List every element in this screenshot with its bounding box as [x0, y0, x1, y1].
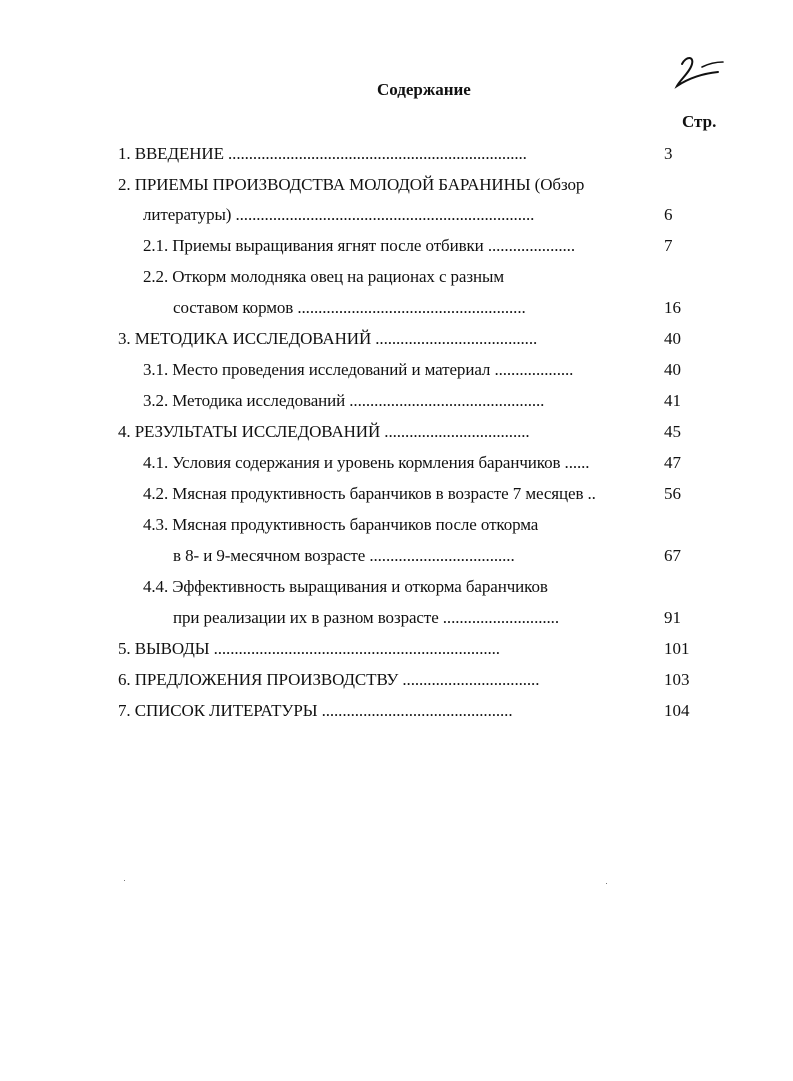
toc-entry-2-title-cont: литературы) ........................................................................ [143, 205, 535, 224]
toc-entry-4-1-title: 4.1. Условия содержания и уровень кормления баранчиков ...... [143, 453, 590, 472]
toc-entry-4-title: 4. РЕЗУЛЬТАТЫ ИССЛЕДОВАНИЙ ................................... [118, 422, 530, 441]
toc-entry-6-title: 6. ПРЕДЛОЖЕНИЯ ПРОИЗВОДСТВУ ................................. [118, 670, 540, 689]
toc-entry-2-title: 2. ПРИЕМЫ ПРОИЗВОДСТВА МОЛОДОЙ БАРАНИНЫ (Обзор [118, 175, 585, 194]
toc-entry-2-page: 6 [664, 205, 673, 224]
scan-speck [606, 883, 607, 884]
toc-entry-2-2-page: 16 [664, 298, 681, 317]
toc-entry-5-page: 101 [664, 639, 690, 658]
toc-entry-4-2-title: 4.2. Мясная продуктивность баранчиков в возрасте 7 месяцев .. [143, 484, 596, 503]
toc-entry-4-1-page: 47 [664, 453, 681, 472]
handwritten-page-number [668, 50, 726, 92]
toc-entry-1-title: 1. ВВЕДЕНИЕ ........................................................................ [118, 144, 527, 163]
toc-entry-5-title: 5. ВЫВОДЫ ..................................................................... [118, 639, 500, 658]
toc-entry-2-1-title: 2.1. Приемы выращивания ягнят после отбивки ..................... [143, 236, 575, 255]
toc-entry-2-2-title-cont: составом кормов ....................................................... [173, 298, 526, 317]
toc-entry-4-page: 45 [664, 422, 681, 441]
page-title: Содержание [377, 80, 471, 99]
toc-entry-4-2-page: 56 [664, 484, 681, 503]
toc-entry-2-2-title: 2.2. Откорм молодняка овец на рационах с разным [143, 267, 504, 286]
toc-entry-3-page: 40 [664, 329, 681, 348]
toc-entry-4-4-title-cont: при реализации их в разном возрасте ............................ [173, 608, 559, 627]
toc-entry-3-2-title: 3.2. Методика исследований ............................................... [143, 391, 545, 410]
toc-entry-6-page: 103 [664, 670, 690, 689]
toc-entry-3-1-page: 40 [664, 360, 681, 379]
page-column-label: Стр. [682, 112, 717, 131]
toc-entry-4-3-title-cont: в 8- и 9-месячном возрасте ................................... [173, 546, 515, 565]
toc-entry-1-page: 3 [664, 144, 673, 163]
toc-entry-3-title: 3. МЕТОДИКА ИССЛЕДОВАНИЙ ....................................... [118, 329, 538, 348]
toc-entry-4-4-title: 4.4. Эффективность выращивания и откорма баранчиков [143, 577, 548, 596]
toc-entry-2-1-page: 7 [664, 236, 673, 255]
toc-entry-4-3-title: 4.3. Мясная продуктивность баранчиков после откорма [143, 515, 539, 534]
toc-entry-4-4-page: 91 [664, 608, 681, 627]
toc-entry-3-1-title: 3.1. Место проведения исследований и материал ................... [143, 360, 574, 379]
scan-speck [124, 880, 125, 881]
toc-entry-7-title: 7. СПИСОК ЛИТЕРАТУРЫ .............................................. [118, 701, 513, 720]
toc-entry-3-2-page: 41 [664, 391, 681, 410]
toc-entry-7-page: 104 [664, 701, 690, 720]
toc-entry-4-3-page: 67 [664, 546, 681, 565]
